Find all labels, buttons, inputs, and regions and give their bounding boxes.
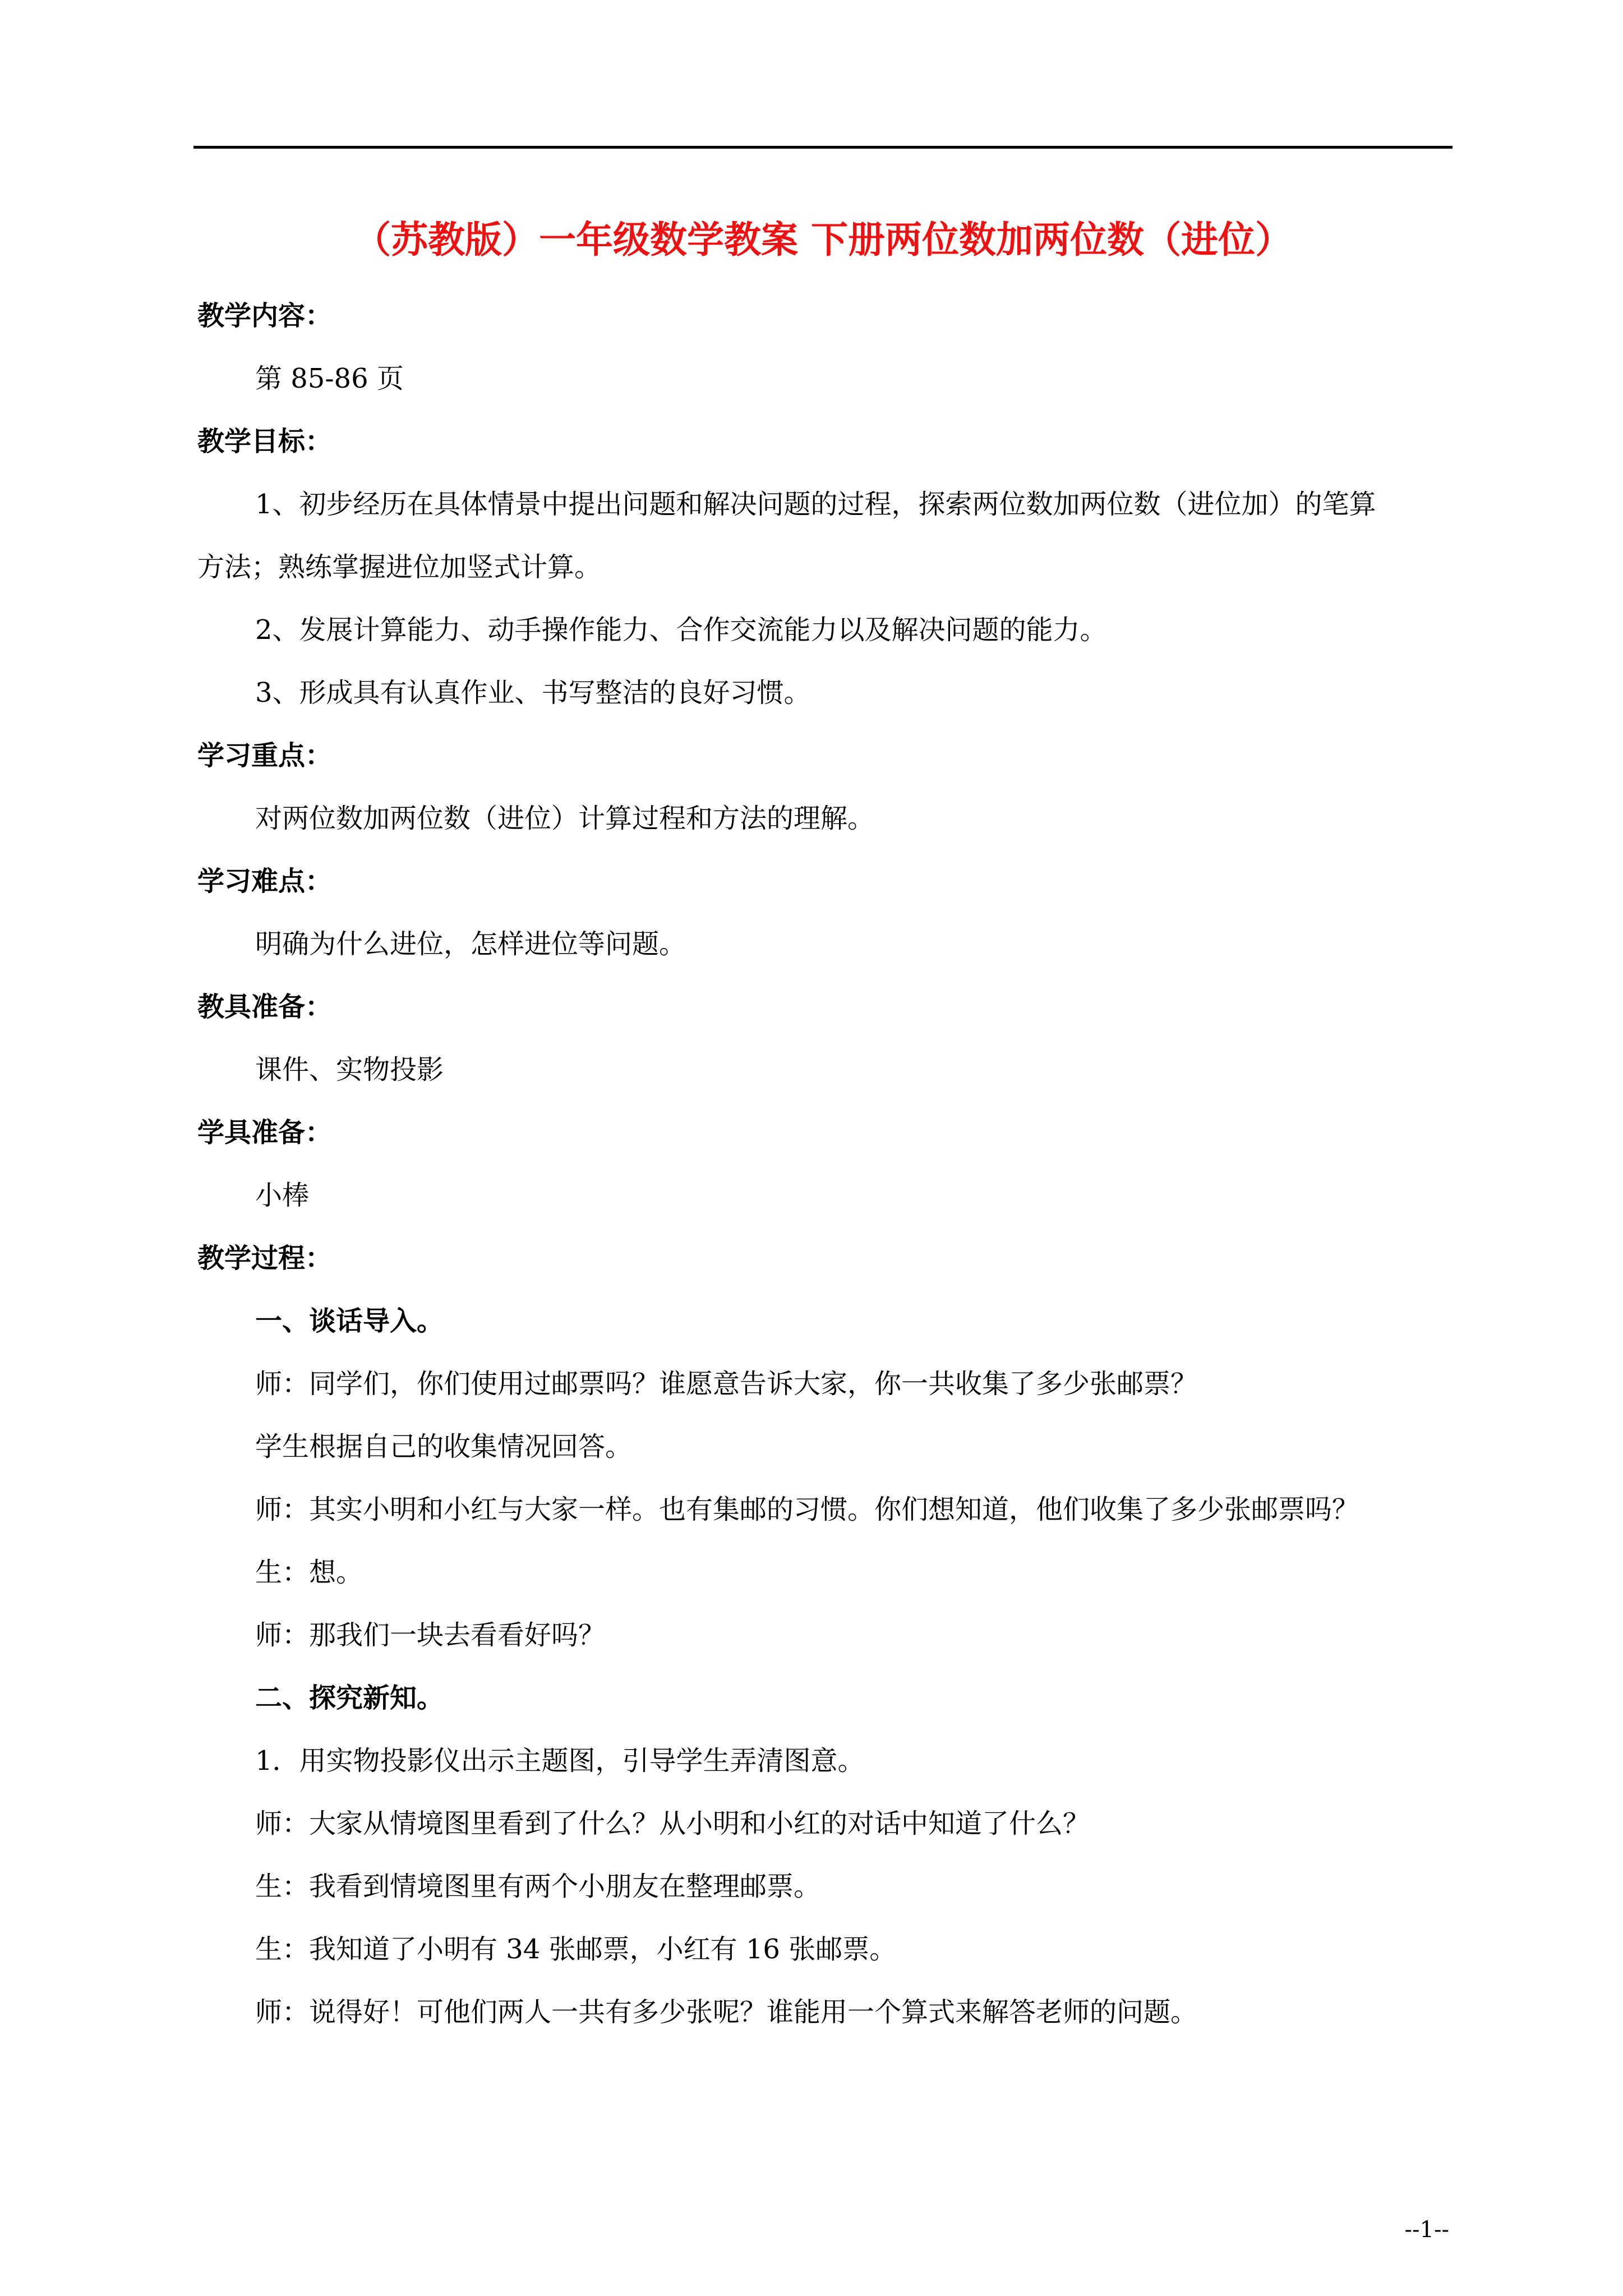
key-points-text: 对两位数加两位数（进位）计算过程和方法的理解。 <box>255 803 875 834</box>
process-paragraph: 生：想。 <box>255 1557 363 1588</box>
process-paragraph: 师：其实小明和小红与大家一样。也有集邮的习惯。你们想知道，他们收集了多少张邮票吗？ <box>255 1494 1359 1525</box>
goal-1-line-2: 方法；熟练掌握进位加竖式计算。 <box>197 551 602 583</box>
header-rule <box>193 146 1453 149</box>
process-paragraph: 生：我知道了小明有 34 张邮票，小红有 16 张邮票。 <box>255 1934 897 1965</box>
difficulties-text: 明确为什么进位，怎样进位等问题。 <box>255 928 686 960</box>
section-heading-difficulties: 学习难点： <box>197 866 333 897</box>
document-title: （苏教版）一年级数学教案 下册两位数加两位数（进位） <box>354 218 1292 261</box>
process-paragraph: 师：大家从情境图里看到了什么？从小明和小红的对话中知道了什么？ <box>255 1808 1090 1839</box>
section-heading-student-tools: 学具准备： <box>197 1117 333 1148</box>
section-heading-goals: 教学目标： <box>197 426 333 457</box>
goal-1-line-1: 1、初步经历在具体情景中提出问题和解决问题的过程，探索两位数加两位数（进位加）的笔算 <box>255 489 1376 520</box>
section-heading-process: 教学过程： <box>197 1243 333 1274</box>
section-heading-teacher-tools: 教具准备： <box>197 991 333 1023</box>
process-paragraph: 师：同学们，你们使用过邮票吗？谁愿意告诉大家，你一共收集了多少张邮票？ <box>255 1368 1198 1400</box>
student-tools-text: 小棒 <box>255 1180 310 1211</box>
goal-2: 2、发展计算能力、动手操作能力、合作交流能力以及解决问题的能力。 <box>255 614 1107 646</box>
process-paragraph: 师：说得好！可他们两人一共有多少张呢？谁能用一个算式来解答老师的问题。 <box>255 1996 1198 2028</box>
process-paragraph: 学生根据自己的收集情况回答。 <box>255 1431 633 1462</box>
section-heading-key-points: 学习重点： <box>197 740 333 771</box>
process-paragraph: 生：我看到情境图里有两个小朋友在整理邮票。 <box>255 1871 821 1902</box>
process-paragraph: 1．用实物投影仪出示主题图，引导学生弄清图意。 <box>255 1745 865 1777</box>
goal-3: 3、形成具有认真作业、书写整洁的良好习惯。 <box>255 677 811 708</box>
teacher-tools-text: 课件、实物投影 <box>255 1054 444 1085</box>
process-paragraph: 师：那我们一块去看看好吗？ <box>255 1619 606 1651</box>
page-number: --1-- <box>1404 2217 1449 2243</box>
process-part-2-heading: 二、探究新知。 <box>255 1682 444 1714</box>
content-text: 第 85-86 页 <box>255 363 404 394</box>
process-part-1-heading: 一、谈话导入。 <box>255 1305 444 1337</box>
section-heading-content: 教学内容： <box>197 300 333 332</box>
